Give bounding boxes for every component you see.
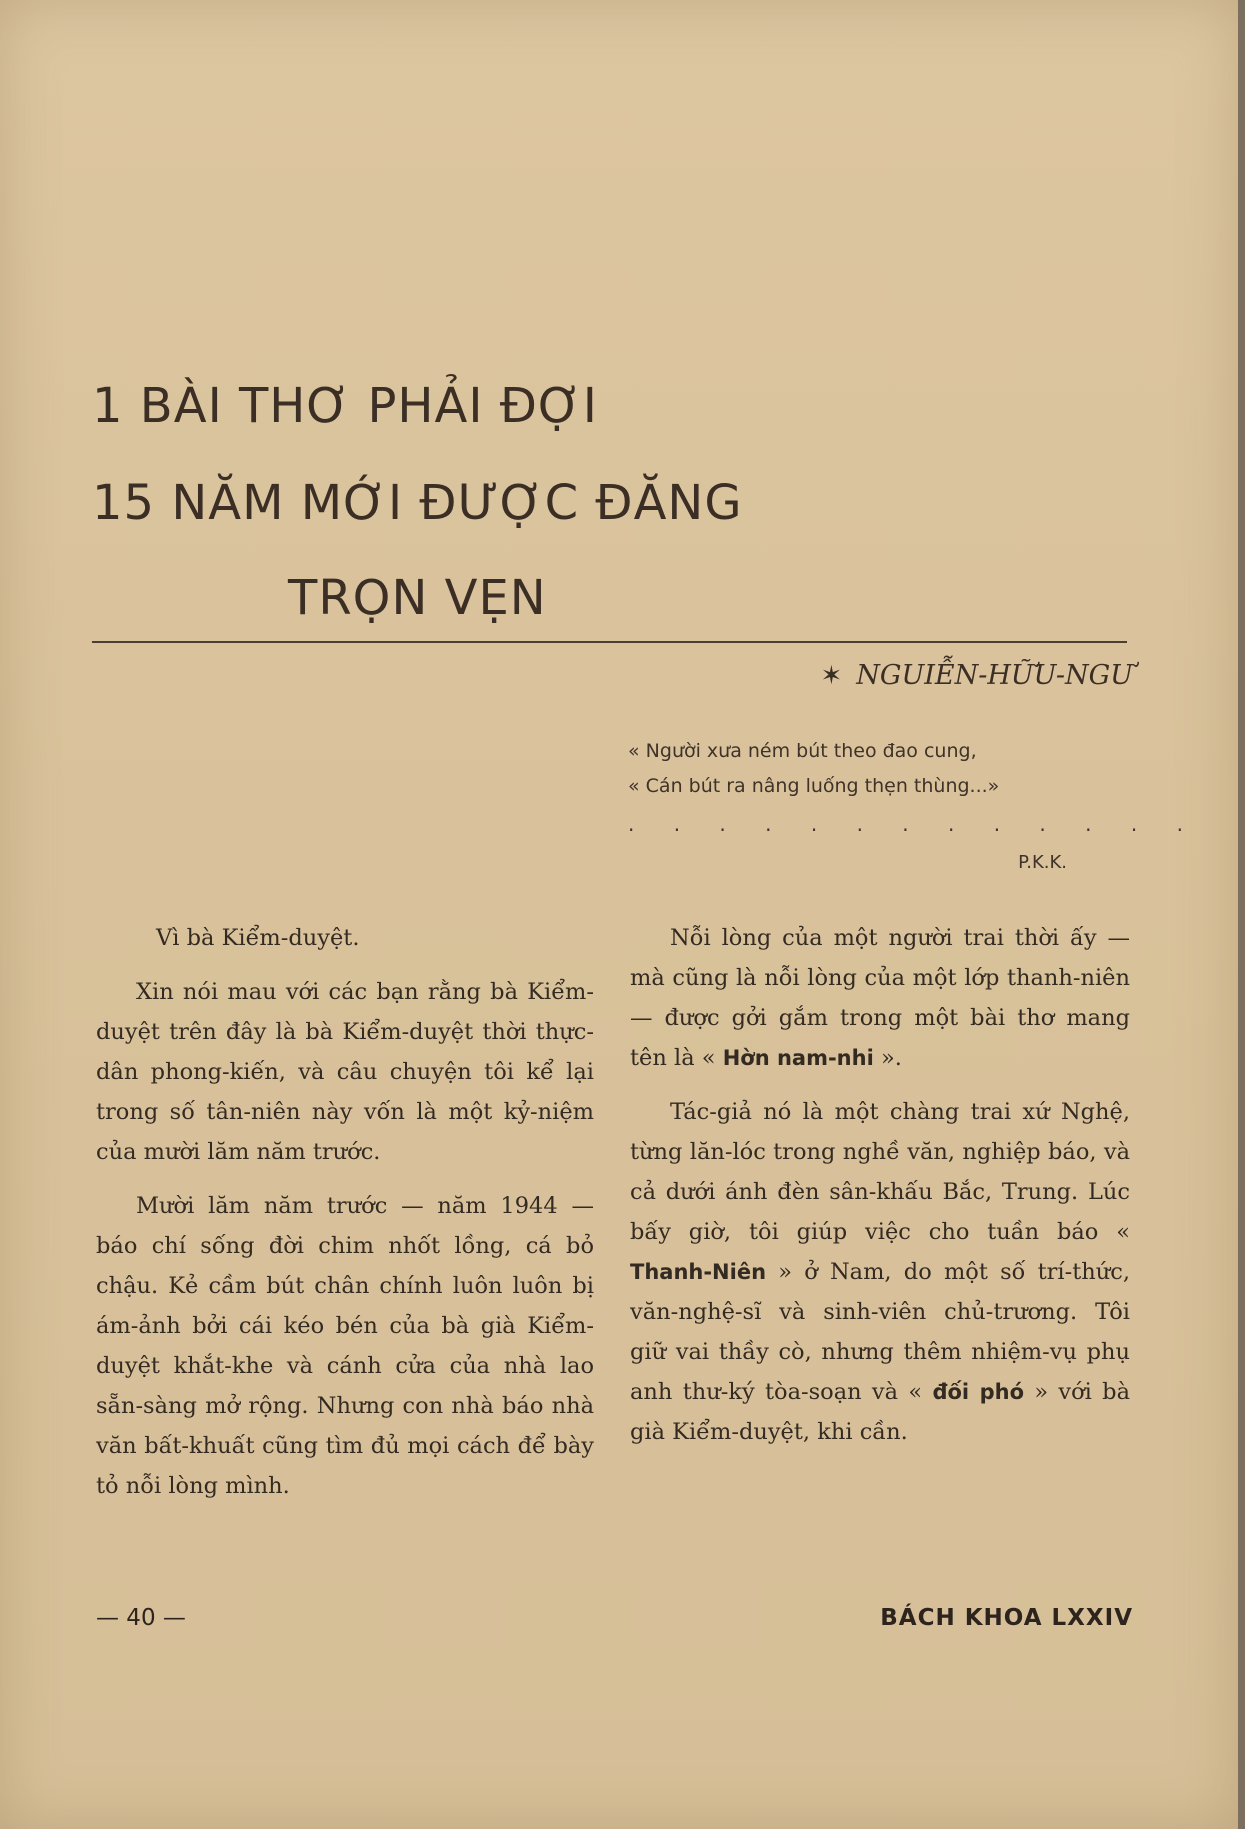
author-name: NGUIỄN-HỮU-NGƯ <box>856 660 1133 691</box>
right-column <box>630 918 1130 1466</box>
right-p2-text-c: » ở Nam, do một số trí-thức, văn-nghệ-sĩ và sinh-viên chủ-trương. Tôi giữ vai thầy cò, nhưng thêm nhiệm-vụ phụ anh thư-ký tòa-soạn và « <box>630 1259 1130 1405</box>
page-edge <box>1238 0 1245 1829</box>
right-paragraph-1 <box>630 918 1130 1078</box>
right-p1-text-c: ». <box>880 1045 902 1071</box>
title-line-2: 15 NĂM MỚI ĐƯỢC ĐĂNG <box>92 475 743 531</box>
right-p2-text-e: » với bà già Kiểm-duyệt, <box>630 1379 1130 1445</box>
left-paragraph-2: Xin nói mau với các bạn rằng bà Kiểm-duyệt trên đây là bà Kiểm-duyệt thời thực-dân phong-kiến, và câu chuyện tôi kể lại trong số tân-niên này vốn là một kỷ-niệm của mười lăm năm trước. <box>96 979 594 1165</box>
page-number: — 40 — <box>96 1605 186 1631</box>
newspaper-name: Thanh-Niên <box>630 1260 767 1284</box>
epigraph-line-1: « Người xưa ném bút theo đao cung, <box>628 740 977 762</box>
title-line-1: 1 BÀI THƠ PHẢI ĐỢI <box>92 378 598 434</box>
author-byline <box>820 660 1133 691</box>
right-p1-text-a: Nỗi lòng của một người trai thời ấy — mà cũng là nỗi lòng của một lớp thanh-niên — được gởi gắm trong một bài thơ mang tên là « <box>630 925 1130 1071</box>
right-p2-text-f: khi cần. <box>817 1419 908 1445</box>
star-icon: ✶ <box>820 661 843 691</box>
right-p2-text-a: Tác-giả nó là một chàng trai xứ Nghệ, từng lăn-lóc trong nghề văn, nghiệp báo, và cả dưới ánh đèn sân-khấu Bắc, Trung. Lúc bấy giờ, tôi giúp việc cho tuần báo « <box>630 1099 1130 1245</box>
left-paragraph-3: Mười lăm năm trước — năm 1944 — báo chí sống đời chim nhốt lồng, cá bỏ chậu. Kẻ cầm bút chân chính luôn luôn bị ám-ảnh bởi cái kéo bén của bà già Kiểm-duyệt khắt-khe và cánh cửa của nhà lao sẵn-sàng mở rộng. Nhưng con nhà báo nhà văn bất-khuất cũng tìm đủ mọi cách để bày tỏ nỗi lòng mình. <box>96 1193 594 1499</box>
left-column <box>96 918 594 1520</box>
right-paragraph-2 <box>630 1092 1130 1452</box>
left-paragraph-1: Vì bà Kiểm-duyệt. <box>156 925 360 951</box>
epigraph-ellipsis: . . . . . . . . . . . . . <box>628 812 1200 836</box>
epigraph-signature: P.K.K. <box>1018 852 1067 873</box>
title-divider <box>92 641 1127 643</box>
title-line-3: TRỌN VẸN <box>288 570 547 626</box>
poem-title: Hờn nam-nhi <box>722 1046 874 1070</box>
magazine-name: BÁCH KHOA LXXIV <box>880 1605 1133 1631</box>
emphasis-doi-pho: đối phó <box>932 1380 1024 1404</box>
epigraph-line-2: « Cán bút ra nâng luống thẹn thùng...» <box>628 775 1000 797</box>
